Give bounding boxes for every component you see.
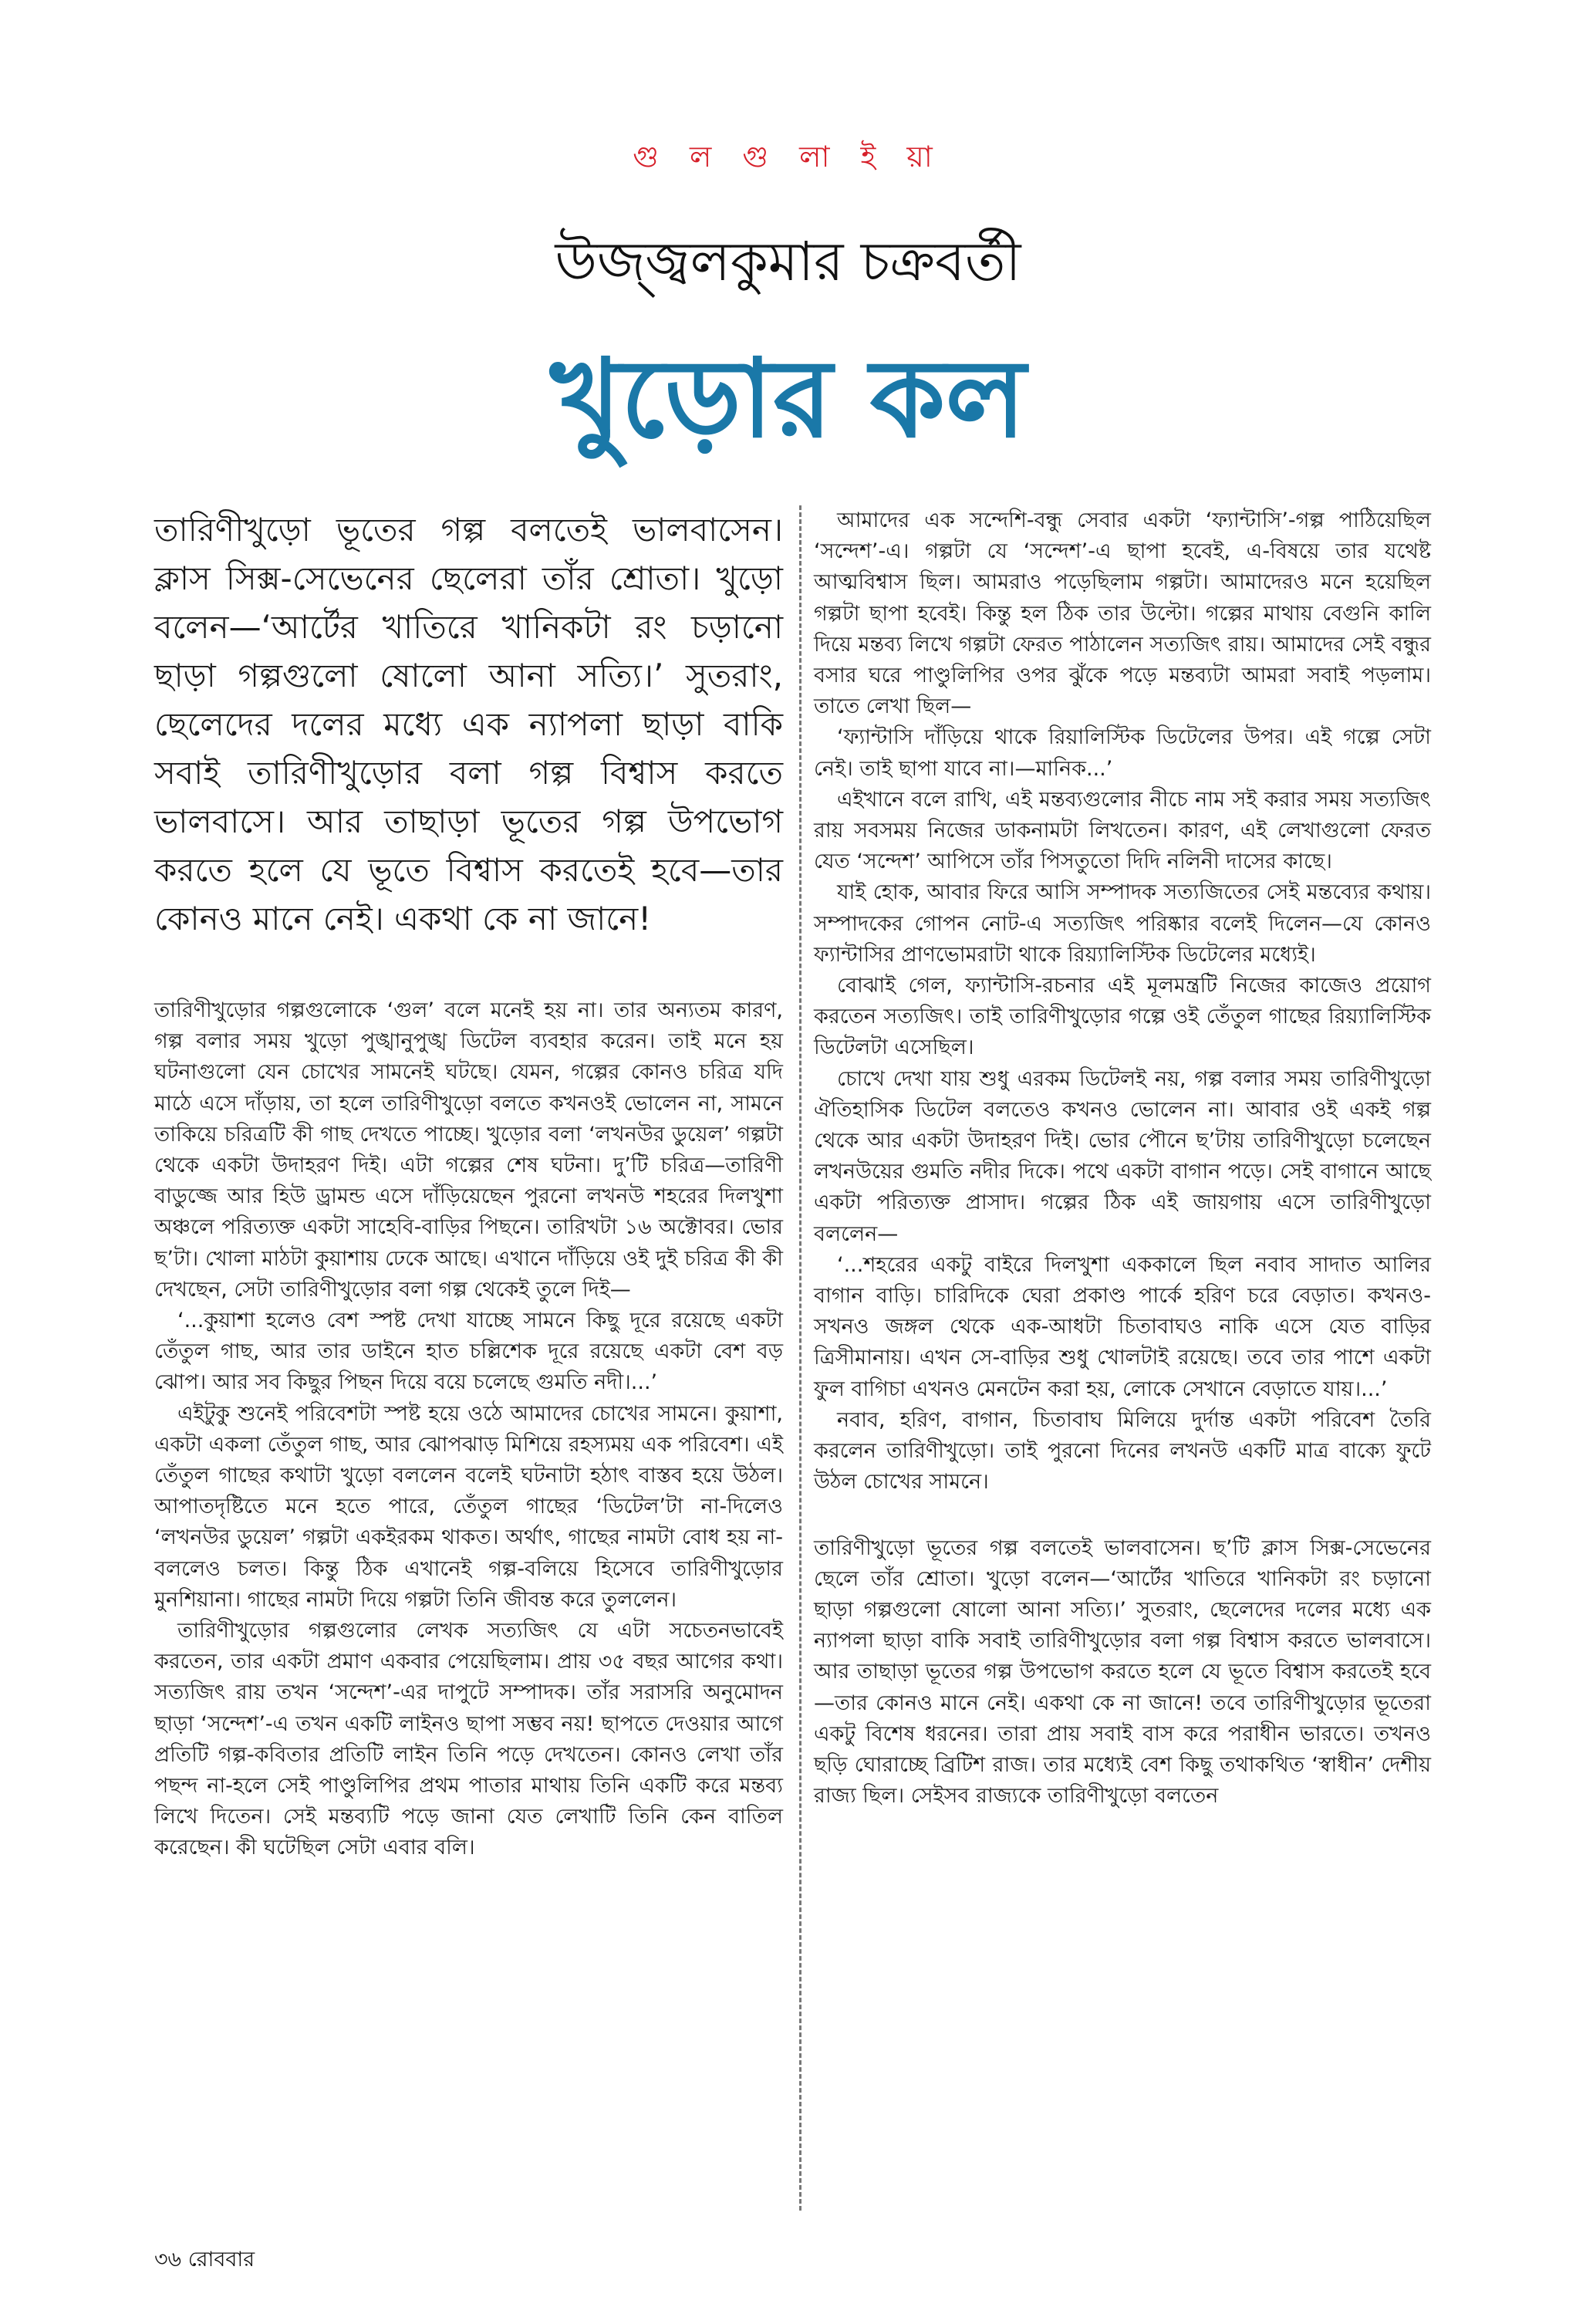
column-divider: [799, 505, 801, 2211]
right-column: [814, 505, 1431, 1812]
body-paragraph: বোঝাই গেল, ফ্যান্টাসি-রচনার এই মূলমন্ত্রটি নিজের কাজেও প্রয়োগ করতেন সত্যজিৎ। তাই তারিণীখুড়োর গল্পে ওই তেঁতুল গাছের রিয়্যালিস্টিক ডিটেলটা এসেছিল।: [814, 974, 1431, 1060]
body-paragraph: তারিণীখুড়োর গল্পগুলোর লেখক সত্যজিৎ যে এটা সচেতনভাবেই করতেন, তার একটা প্রমাণ একবার পেয়েছিলাম। প্রায় ৩৫ বছর আগের কথা। সত্যজিৎ রায় তখন ‘সন্দেশ’-এর দাপুটে সম্পাদক। তাঁর সরাসরি অনুমোদন ছাড়া ‘সন্দেশ’-এ তখন একটি লাইনও ছাপা সম্ভব নয়! ছাপতে দেওয়ার আগে প্রতিটি গল্প-কবিতার প্রতিটি লাইন তিনি পড়ে দেখতেন। কোনও লেখা তাঁর পছন্দ না-হলে সেই পাণ্ডুলিপির প্রথম পাতার মাথায় তিনি একটি করে মন্তব্য লিখে দিতেন। সেই মন্তব্যটি পড়ে জানা যেত লেখাটি তিনি কেন বাতিল করেছেন। কী ঘটেছিল সেটা এবার বলি।: [154, 1619, 783, 1860]
body-paragraph: এইটুকু শুনেই পরিবেশটা স্পষ্ট হয়ে ওঠে আমাদের চোখের সামনে। কুয়াশা, একটা একলা তেঁতুল গাছ, আর ঝোপঝাড় মিশিয়ে রহস্যময় এক পরিবেশ। এই তেঁতুল গাছের কথাটা খুড়ো বললেন বলেই ঘটনাটা হঠাৎ বাস্তব হয়ে উঠল। আপাতদৃষ্টিতে মনে হতে পারে, তেঁতুল গাছের ‘ডিটেল’টা না-দিলেও ‘লখনউর ডুয়েল’ গল্পটা একইরকম থাকত। অর্থাৎ, গাছের নামটা বোধ হয় না-বললেও চলত। কিন্তু ঠিক এখানেই গল্প-বলিয়ে হিসেবে তারিণীখুড়োর মুনশিয়ানা। গাছের নামটা দিয়ে গল্পটা তিনি জীবন্ত করে তুললেন।: [154, 1401, 783, 1612]
left-column: [154, 995, 783, 1864]
body-paragraph: চোখে দেখা যায় শুধু এরকম ডিটেলই নয়, গল্প বলার সময় তারিণীখুড়ো ঐতিহাসিক ডিটেল বলতেও কখনও ভোলেন না। আবার ওই একই গল্প থেকে আর একটা উদাহরণ দিই। ভোর পৌনে ছ’টায় তারিণীখুড়ো চলেছেন লখনউয়ের গুমতি নদীর দিকে। পথে একটা বাগান পড়ে। সেই বাগানে আছে একটা পরিত্যক্ত প্রাসাদ। গল্পের ঠিক এই জায়গায় এসে তারিণীখুড়ো বললেন—: [814, 1066, 1431, 1246]
section-label: গু ল গু লা ই য়া: [633, 140, 943, 174]
body-paragraph: যাই হোক, আবার ফিরে আসি সম্পাদক সত্যজিতের সেই মন্তব্যের কথায়। সম্পাদকের গোপন নোট-এ সত্যজিৎ পরিষ্কার বলেই দিলেন—যে কোনও ফ্যান্টাসির প্রাণভোমরাটা থাকে রিয়্যালিস্টিক ডিটেলের মধ্যেই।: [814, 880, 1431, 967]
author-name: উজ্জ্বলকুমার চক্রবর্তী: [555, 230, 1021, 293]
page-footer: ৩৬ রোববার: [154, 2248, 255, 2272]
article-title: খুড়োর কল: [550, 336, 1026, 462]
quote-paragraph: ‘...কুয়াশা হলেও বেশ স্পষ্ট দেখা যাচ্ছে সামনে কিছু দূরে রয়েছে একটা তেঁতুল গাছ, আর তার ডাইনে হাত চল্লিশেক দূরে রয়েছে একটা বেশ বড় ঝোপ। আর সব কিছুর পিছন দিয়ে বয়ে চলেছে গুমতি নদী।...’: [154, 1309, 783, 1395]
body-paragraph: নবাব, হরিণ, বাগান, চিতাবাঘ মিলিয়ে দুর্দান্ত একটা পরিবেশ তৈরি করলেন তারিণীখুড়ো। তাই পুরনো দিনের লখনউ একটি মাত্র বাক্যে ফুটে উঠল চোখের সামনে।: [814, 1407, 1431, 1495]
intro-paragraph: তারিণীখুড়ো ভূতের গল্প বলতেই ভালবাসেন। ক্লাস সিক্স-সেভেনের ছেলেরা তাঁর শ্রোতা। খুড়ো বলেন—‘আর্টের খাতিরে খানিকটা রং চড়ানো ছাড়া গল্পগুলো ষোলো আনা সত্যি।’ সুতরাং, ছেলেদের দলের মধ্যে এক ন্যাপলা ছাড়া বাকি সবাই তারিণীখুড়োর বলা গল্প বিশ্বাস করতে ভালবাসে। আর তাছাড়া ভূতের গল্প উপভোগ করতে হলে যে ভূতে বিশ্বাস করতেই হবে—তার কোনও মানে নেই। একথা কে না জানে!: [154, 511, 783, 937]
body-paragraph: তারিণীখুড়োর গল্পগুলোকে ‘গুল’ বলে মনেই হয় না। তার অন্যতম কারণ, গল্প বলার সময় খুড়ো পুঙ্খানুপুঙ্খ ডিটেল ব্যবহার করেন। তাই মনে হয় ঘটনাগুলো যেন চোখের সামনেই ঘটছে। যেমন, গল্পের কোনও চরিত্র যদি মাঠে এসে দাঁড়ায়, তা হলে তারিণীখুড়ো বলতে কখনওই ভোলেন না, সামনে তাকিয়ে চরিত্রটি কী গাছ দেখতে পাচ্ছে। খুড়োর বলা ‘লখনউর ডুয়েল’ গল্পটা থেকে একটা উদাহরণ দিই। এটা গল্পের শেষ ঘটনা। দু’টি চরিত্র—তারিণী বাডুজ্জে আর হিউ ড্রামন্ড এসে দাঁড়িয়েছেন পুরনো লখনউ শহরের দিলখুশা অঞ্চলে পরিত্যক্ত একটা সাহেবি-বাড়ির পিছনে। তারিখটা ১৬ অক্টোবর। ভোর ছ’টা। খোলা মাঠটা কুয়াশায় ঢেকে আছে। এখানে দাঁড়িয়ে ওই দুই চরিত্র কী কী দেখছেন, সেটা তারিণীখুড়োর বলা গল্প থেকেই তুলে দিই—: [154, 998, 783, 1302]
body-paragraph: এইখানে বলে রাখি, এই মন্তব্যগুলোর নীচে নাম সই করার সময় সত্যজিৎ রায় সবসময় নিজের ডাকনামটা লিখতেন। কারণ, এই লেখাগুলো ফেরত যেত ‘সন্দেশ’ আপিসে তাঁর পিসতুতো দিদি নলিনী দাসের কাছে।: [814, 787, 1431, 874]
body-paragraph: আমাদের এক সন্দেশি-বন্ধু সেবার একটা ‘ফ্যান্টাসি’-গল্প পাঠিয়েছিল ‘সন্দেশ’-এ। গল্পটা যে ‘সন্দেশ’-এ ছাপা হবেই, এ-বিষয়ে তার যথেষ্ট আত্মবিশ্বাস ছিল। আমরাও পড়েছিলাম গল্পটা। আমাদেরও মনে হয়েছিল গল্পটা ছাপা হবেই। কিন্তু হল ঠিক তার উল্টো। গল্পের মাথায় বেগুনি কালি দিয়ে মন্তব্য লিখে গল্পটা ফেরত পাঠালেন সত্যজিৎ রায়। আমাদের সেই বন্ধুর বসার ঘরে পাণ্ডুলিপির ওপর ঝুঁকে পড়ে মন্তব্যটা আমরা সবাই পড়লাম। তাতে লেখা ছিল—: [814, 508, 1431, 719]
quote-paragraph: ‘...শহরের একটু বাইরে দিলখুশা এককালে ছিল নবাব সাদাত আলির বাগান বাড়ি। চারিদিকে ঘেরা প্রকাণ্ড পার্কে হরিণ চরে বেড়াত। কখনও-সখনও জঙ্গল থেকে এক-আধটা চিতাবাঘও নাকি এসে যেত বাড়ির ত্রিসীমানায়। এখন সে-বাড়ির শুধু খোলটাই রয়েছে। তবে তার পাশে একটা ফুল বাগিচা এখনও মেনটেন করা হয়, লোকে সেখানে বেড়াতে যায়।...’: [814, 1252, 1431, 1401]
quote-paragraph: ‘ফ্যান্টাসি দাঁড়িয়ে থাকে রিয়ালিস্টিক ডিটেলের উপর। এই গল্পে সেটা নেই। তাই ছাপা যাবে না।—মানিক...’: [814, 725, 1431, 781]
body-paragraph: তারিণীখুড়ো ভূতের গল্প বলতেই ভালবাসেন। ছ’টি ক্লাস সিক্স-সেভেনের ছেলে তাঁর শ্রোতা। খুড়ো বলেন—‘আর্টের খাতিরে খানিকটা রং চড়ানো ছাড়া গল্পগুলো ষোলো আনা সত্যি।’ সুতরাং, ছেলেদের দলের মধ্যে এক ন্যাপলা ছাড়া বাকি সবাই তারিণীখুড়োর বলা গল্প বিশ্বাস করতে ভালবাসে। আর তাছাড়া ভূতের গল্প উপভোগ করতে হলে যে ভূতে বিশ্বাস করতেই হবে—তার কোনও মানে নেই। একথা কে না জানে! তবে তারিণীখুড়োর ভূতেরা একটু বিশেষ ধরনের। তারা প্রায় সবাই বাস করে পরাধীন ভারতে। তখনও ছড়ি ঘোরাচ্ছে ব্রিটিশ রাজ। তার মধ্যেই বেশ কিছু তথাকথিত ‘স্বাধীন’ দেশীয় রাজ্য ছিল। সেইসব রাজ্যকে তারিণীখুড়ো বলতেন: [814, 1535, 1431, 1809]
